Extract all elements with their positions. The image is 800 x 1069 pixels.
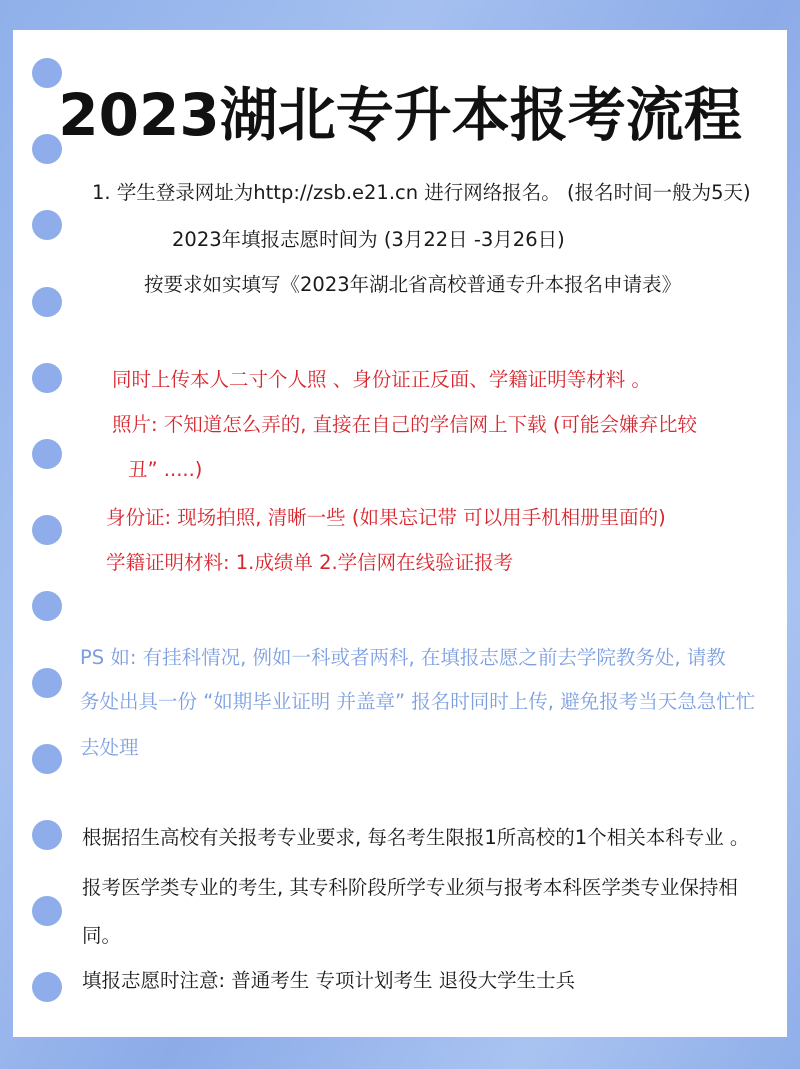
rule-line: 根据招生高校有关报考专业要求, 每名考生限报1所高校的1个相关本科专业 。: [82, 826, 750, 849]
binder-hole-dot: [32, 820, 62, 850]
ps-note: 务处出具一份 “如期毕业证明 并盖章” 报名时同时上传, 避免报考当天急急忙忙: [80, 690, 756, 713]
ps-note: PS 如: 有挂科情况, 例如一科或者两科, 在填报志愿之前去学院教务处, 请教: [80, 646, 726, 669]
rule-line: 填报志愿时注意: 普通考生 专项计划考生 退役大学生士兵: [82, 969, 576, 992]
upload-note: 照片: 不知道怎么弄的, 直接在自己的学信网上下载 (可能会嫌弃比较: [112, 413, 697, 436]
upload-note: 同时上传本人二寸个人照 、身份证正反面、学籍证明等材料 。: [112, 368, 651, 391]
step-line: 按要求如实填写《2023年湖北省高校普通专升本报名申请表》: [144, 273, 682, 296]
binder-hole-dot: [32, 896, 62, 926]
binder-hole-dot: [32, 439, 62, 469]
upload-note: 学籍证明材料: 1.成绩单 2.学信网在线验证报考: [106, 551, 514, 574]
binder-hole-dot: [32, 515, 62, 545]
rule-line: 同。: [82, 924, 122, 947]
binder-hole-dot: [32, 744, 62, 774]
binder-hole-dot: [32, 668, 62, 698]
upload-note: 身份证: 现场拍照, 清晰一些 (如果忘记带 可以用手机相册里面的): [106, 506, 666, 529]
step-line: 2023年填报志愿时间为 (3月22日 -3月26日): [172, 228, 565, 251]
binder-hole-dot: [32, 287, 62, 317]
rule-line: 报考医学类专业的考生, 其专科阶段所学专业须与报考本科医学类专业保持相: [82, 876, 738, 899]
ps-note: 去处理: [80, 736, 139, 759]
step-line: 1. 学生登录网址为http://zsb.e21.cn 进行网络报名。 (报名时间一般为5天): [92, 181, 751, 204]
page-title: 2023湖北专升本报考流程: [58, 81, 742, 149]
binder-hole-dot: [32, 363, 62, 393]
upload-note: 丑” .....): [128, 458, 203, 481]
